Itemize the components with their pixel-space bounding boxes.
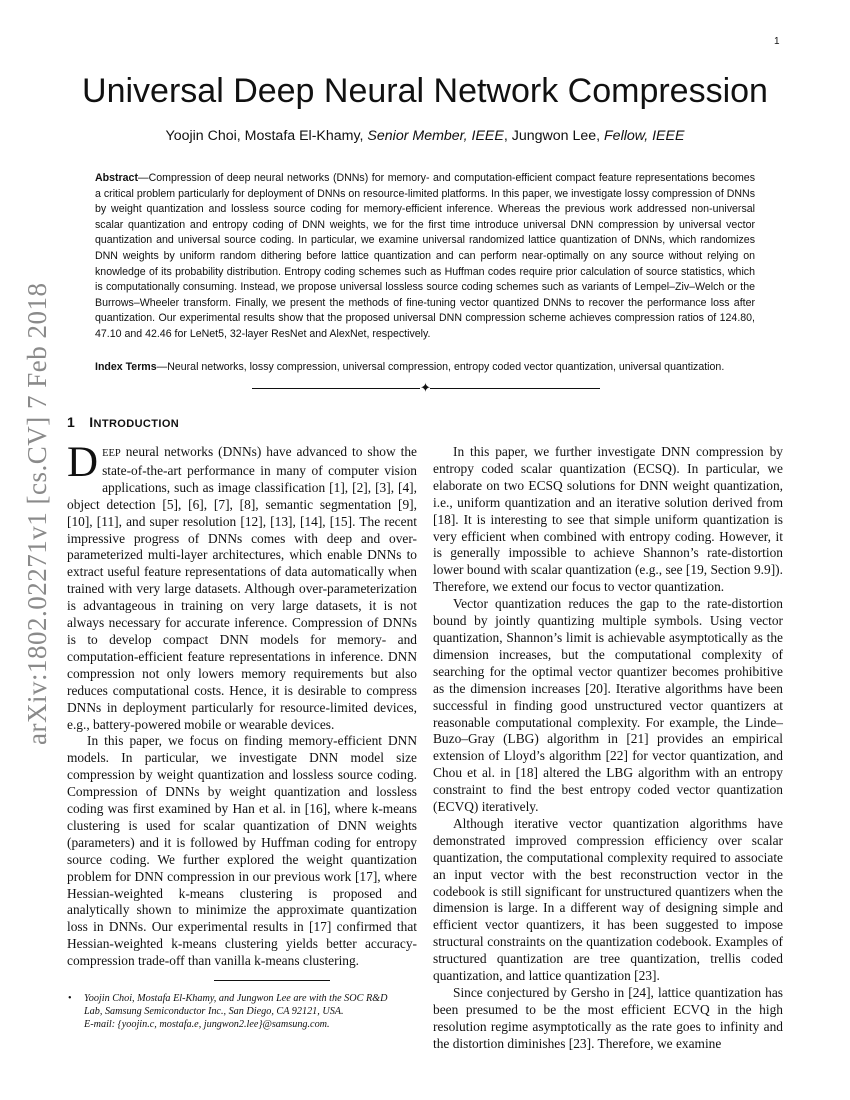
- authors-part-1: Yoojin Choi, Mostafa El-Khamy,: [165, 128, 368, 144]
- abstract-text: —Compression of deep neural networks (DNNs) for memory- and computation-efficient compact feature representations becomes a critical problem particularly for deployment of DNNs on resource-limited platforms. In this paper, we investigate lossy compression of DNNs by weight quantization and lossless source coding for memory-efficient inference. Whereas the previous work addressed non-universal scalar quantization and entropy coding of DNN weights, we for the first time introduce universal DNN compression by universal vector quantization and universal source coding. In particular, we examine universal randomized lattice quantization of DNNs, which randomizes DNN weights by uniform random dithering before lattice quantization and can perform near-optimally on any source without relying on knowledge of its probability distribution. Entropy coding schemes such as Huffman codes require prior calculation of source statistics, which is computationally consuming. Instead, we propose universal lossless source coding schemes such as variants of Lempel–Ziv–Welch or the Burrows–Wheeler transform. Finally, we present the methods of fine-tuning vector quantized DNNs to recover the performance loss after quantization. Our experimental results show that the proposed universal DNN compression scheme achieves compression ratios of 124.80, 47.10 and 42.46 for LeNet5, 32-layer ResNet and AlexNet, respectively.: [95, 172, 755, 340]
- smallcaps-lead: EEP: [102, 448, 121, 459]
- section-title-rest: NTRODUCTION: [93, 418, 180, 430]
- author-role-1: Senior Member, IEEE: [367, 128, 504, 144]
- section-heading: [67, 414, 179, 430]
- left-column: [67, 439, 417, 970]
- drop-cap: D: [67, 439, 99, 486]
- section-title-initial: I: [89, 414, 94, 430]
- paragraph-text: neural networks (DNNs) have advanced to show the state-of-the-art performance in many of computer vision applications, such as image classification [1], [2], [3], [4], object detection [5], [6], [7], [8], semantic segmentation [9], [10], [11], and super resolution [12], [13], [14], [15]. The recent impressive progress of DNNs comes with deep and over-parameterized multi-layer architectures, which enable DNNs to extract useful feature representations of data automatically when trained with very large datasets. Although over-parameterization is advantageous in training on very large datasets, it is not always necessary for accurate inference. Compression of DNNs is to develop compact DNN models for memory- and computation-efficient feature representations in inference. DNN compression not only lowers memory requirements but also reduces computational costs. Hence, it is desirable to compress DNNs in deployment particularly for resource-limited devices, e.g., battery-powered mobile or wearable devices.: [67, 444, 417, 732]
- paragraph: [67, 439, 417, 733]
- paragraph: Vector quantization reduces the gap to the rate-distortion bound by jointly quantizing multiple symbols. Using vector quantization, Shannon’s limit is achievable asymptotically as the dimension increases, but the computational complexity of searching for the optimal vector quantizer becomes prohibitive as the dimension increases [20]. Iterative algorithms have been successful in finding good unstructured vector quantizers at reasonable computational complexity. For example, the Linde–Buzo–Gray (LBG) algorithm in [21] provides an empirical extension of Lloyd’s algorithm [22] for vector quantization, and Chou et al. in [18] altered the LBG algorithm with an entropy constraint to find the best entropy coded vector quantization (ECVQ) iteratively.: [433, 596, 783, 815]
- right-column: [433, 444, 783, 1053]
- footnote-email: E-mail: {yoojin.c, mostafa.e, jungwon2.lee}@samsung.com.: [84, 1019, 330, 1031]
- index-terms: [95, 360, 755, 375]
- author-line: [60, 128, 790, 144]
- footnote-bullet-icon: •: [68, 993, 72, 1004]
- footnote-rule: [214, 980, 330, 981]
- section-number: 1: [67, 414, 76, 430]
- paragraph: Although iterative vector quantization algorithms have demonstrated improved compression efficiency over scalar quantization, the computational complexity required to associate an input vector with the best reconstruction vector in the codebook is still significant for unstructured quantizers when the dimension is large. In a different way of designing simple and efficient vector quantizers, it has been suggested to impose structural constraints on the quantization codebook. Examples of structured quantization are tree quantization, trellis coded quantization, and lattice quantization [23].: [433, 815, 783, 984]
- divider-diamond-icon: ✦: [420, 380, 431, 395]
- index-terms-label: Index Terms: [95, 361, 157, 373]
- footnote-affiliation: Yoojin Choi, Mostafa El-Khamy, and Jungwon Lee are with the SOC R&D Lab, Samsung Semiconductor Inc., San Diego, CA 92121, USA.: [84, 993, 388, 1018]
- authors-part-2: , Jungwon Lee,: [503, 128, 605, 144]
- arxiv-identifier: arXiv:1802.02271v1 [cs.CV] 7 Feb 2018: [22, 282, 52, 745]
- page-number: 1: [774, 36, 780, 47]
- paragraph: In this paper, we focus on finding memory-efficient DNN models. In particular, we investigate DNN model size compression by weight quantization and lossless source coding. Compression of DNNs by weight quantization and lossless coding was first examined by Han et al. in [16], where k-means clustering is used for scalar quantization of DNN weights (parameters) and it is followed by Huffman coding for entropy source coding. We further explored the weight quantization problem for DNN compression in our previous work [17], where Hessian-weighted k-means clustering is proposed and analytically shown to minimize the approximate quantization loss in DNNs. Our experimental results in [17] confirmed that Hessian-weighted k-means clustering yields better accuracy-compression trade-off than vanilla k-means clustering.: [67, 733, 417, 969]
- paragraph: Since conjectured by Gersho in [24], lattice quantization has been presumed to be the most efficient ECVQ in the high resolution regime asymptotically as the rate goes to infinity and the distortion diminishes [23]. Therefore, we examine: [433, 985, 783, 1051]
- abstract-label: Abstract: [95, 172, 138, 184]
- index-terms-text: —Neural networks, lossy compression, universal compression, entropy coded vector quantization, universal quantization.: [156, 361, 725, 373]
- paper-title: Universal Deep Neural Network Compression: [82, 72, 768, 110]
- abstract: [95, 171, 755, 343]
- paragraph: In this paper, we further investigate DNN compression by entropy coded scalar quantization (ECSQ). In particular, we elaborate on two ECSQ solutions for DNN weight quantization, i.e., uniform quantization and an iterative solution derived from [18]. It is interesting to see that simple uniform quantization is very efficient when combined with entropy coding. However, it is generally impossible to achieve Shannon’s rate-distortion lower bound with scalar quantization (e.g., see [19, Section 9.9]). Therefore, we extend our focus to vector quantization.: [433, 444, 783, 595]
- footnote: [68, 992, 408, 1032]
- author-role-2: Fellow, IEEE: [604, 128, 685, 144]
